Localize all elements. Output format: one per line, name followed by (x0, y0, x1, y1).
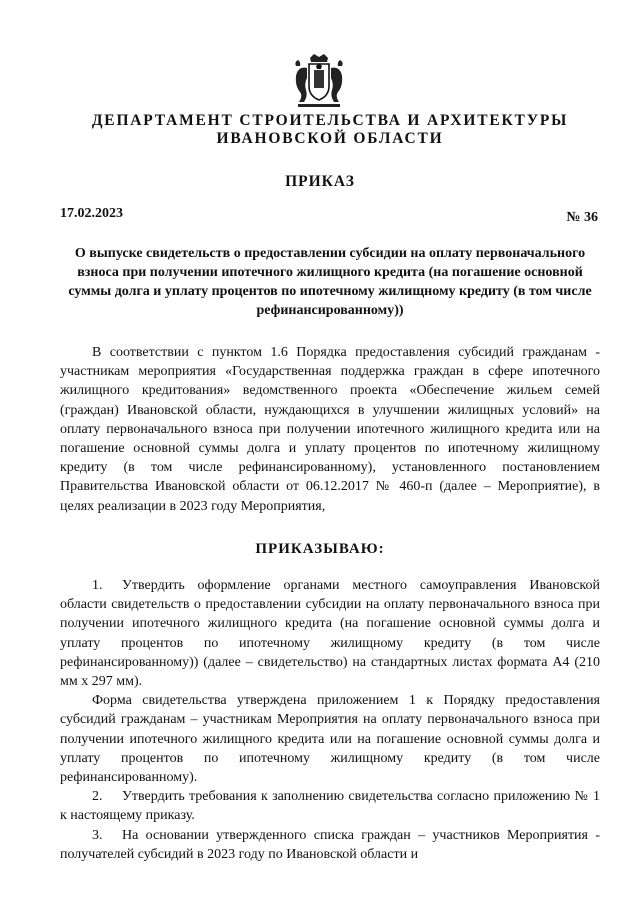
document-date: 17.02.2023 (60, 206, 123, 221)
order-item-1 (60, 576, 600, 691)
document-number: № 36 (566, 210, 598, 225)
order-item-3 (60, 826, 600, 864)
order-items (60, 576, 600, 864)
item-number: 2. (92, 789, 103, 805)
order-item-2 (60, 787, 600, 825)
department-name-line1: ДЕПАРТАМЕНТ СТРОИТЕЛЬСТВА И АРХИТЕКТУРЫ (91, 112, 569, 129)
item-number: 3. (92, 827, 103, 843)
order-item-1-continuation (60, 691, 600, 787)
item-text: Форма свидетельства утверждена приложением 1 к Порядку предоставления субсидий гражданам – участникам Мероприятия на оплату первоначального взноса при получении ипотечного жилищного кредита или на погашение основной суммы долга и уплату процентов по ипотечному жилищному кредиту (в том числе рефинансированному). (60, 693, 600, 786)
item-number: 1. (92, 578, 103, 593)
item-text: Утвердить оформление органами местного самоуправления Ивановской области свидетельств о предоставлении субсидии на оплату первоначального взноса при получении ипотечного жилищного кредита (на погашение основной суммы долга и уплату процентов по ипотечному жилищному кредиту (в том числе рефинансированному)) (далее – свидетельство) на стандартных листах формата А4 (210 мм х 297 мм). (60, 578, 600, 690)
preamble-text: В соответствии с пунктом 1.6 Порядка предоставления субсидий гражданам - участникам мероприятия «Государственная поддержка граждан в сфере ипотечного жилищного кредитования» ведомственного проекта «Обеспечение жильем семей (граждан) Ивановской области, нуждающихся в улучшении жилищных условий» на оплату первоначального взноса при получении ипотечного жилищного кредита или на погашение основной суммы долга и уплату процентов по ипотечному жилищному кредиту (в том числе рефинансированному), установленного постановлением Правительства Ивановской области от 06.12.2017 № 460-п (далее – Мероприятие), в целях реализации в 2023 году Мероприятия, (60, 345, 600, 514)
document-type: ПРИКАЗ (285, 173, 355, 190)
department-name-line2: ИВАНОВСКОЙ ОБЛАСТИ (216, 130, 444, 147)
document-title: О выпуске свидетельств о предоставлении субсидии на оплату первоначального взноса при получении ипотечного жилищного кредита (на погашение основной суммы долга и уплату процентов по ипотечному жилищному кредиту (в том числе рефинансированному)) (68, 246, 592, 318)
preamble-paragraph (60, 343, 600, 516)
item-text: На основании утвержденного списка граждан – участников Мероприятия - получателей субсидий в 2023 году по Ивановской области и (60, 827, 600, 862)
order-heading: ПРИКАЗЫВАЮ: (255, 541, 385, 557)
item-text: Утвердить требования к заполнению свидетельства согласно приложению № 1 к настоящему приказу. (60, 789, 600, 824)
coat-of-arms-icon (290, 52, 348, 108)
